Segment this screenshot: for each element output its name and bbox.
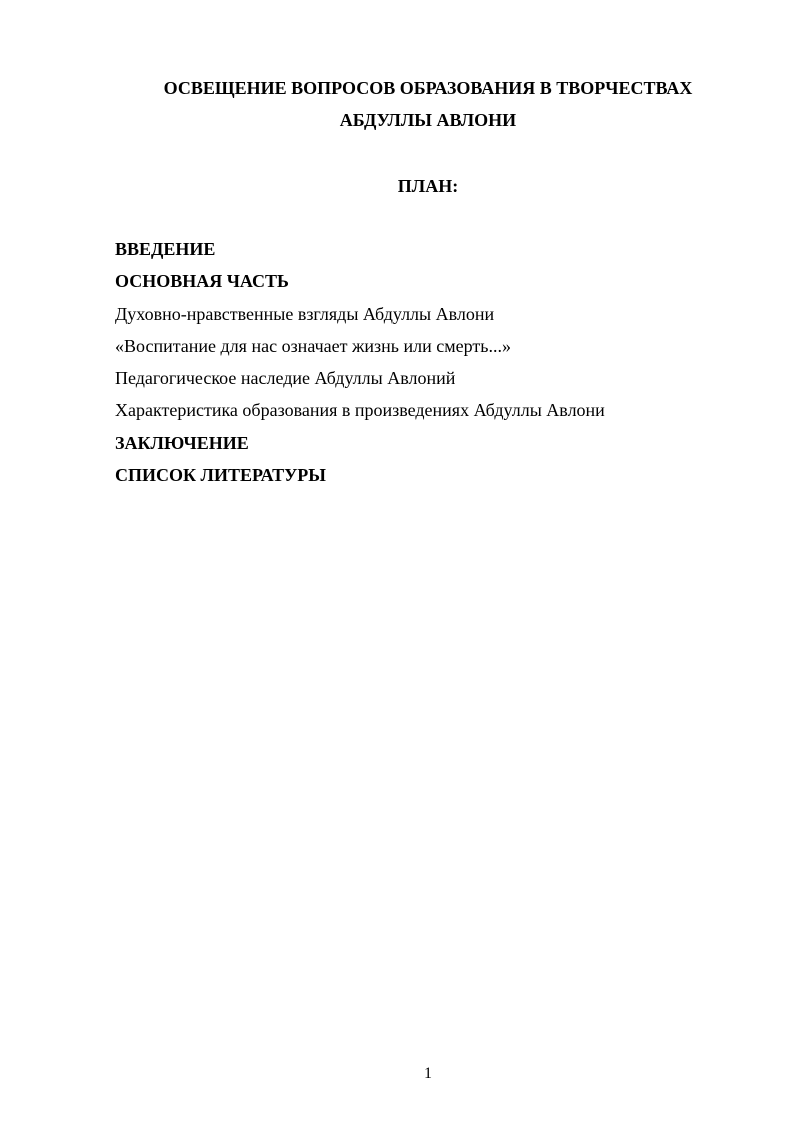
document-title-line-1: ОСВЕЩЕНИЕ ВОПРОСОВ ОБРАЗОВАНИЯ В ТВОРЧЕСТВАХ	[163, 78, 693, 98]
toc-item-main-part: ОСНОВНАЯ ЧАСТЬ	[115, 271, 289, 292]
document-title-line-2: АБДУЛЛЫ АВЛОНИ	[339, 110, 517, 130]
toc-item-references: СПИСОК ЛИТЕРАТУРЫ	[115, 465, 326, 486]
toc-item-upbringing-quote: «Воспитание для нас означает жизнь или смерть...»	[115, 335, 511, 356]
toc-item-conclusion: ЗАКЛЮЧЕНИЕ	[115, 432, 249, 453]
table-of-contents	[115, 237, 605, 495]
page-number: 1	[424, 1065, 432, 1082]
toc-item-education-characteristics: Характеристика образования в произведениях Абдуллы Авлони	[115, 400, 605, 421]
toc-item-spiritual-moral-views: Духовно-нравственные взгляды Абдуллы Авлони	[115, 303, 495, 324]
plan-heading: ПЛАН:	[397, 176, 459, 196]
toc-item-pedagogical-heritage: Педагогическое наследие Абдуллы Авлоний	[115, 368, 456, 389]
toc-item-introduction: ВВЕДЕНИЕ	[115, 239, 216, 259]
